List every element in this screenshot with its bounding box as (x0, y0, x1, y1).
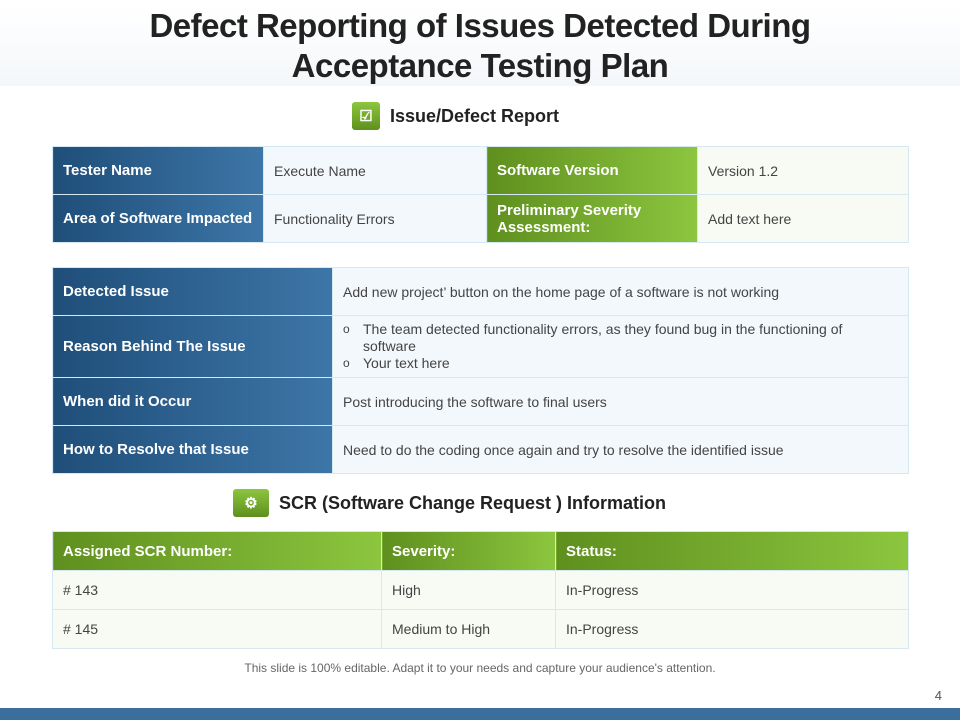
table-row (53, 610, 909, 649)
section-issue-report (352, 102, 559, 130)
cell-value: Add new project’ button on the home page of a software is not working (333, 268, 909, 316)
page-title: Defect Reporting of Issues Detected During Acceptance Testing Plan (0, 6, 960, 86)
cell-value (333, 316, 909, 378)
gear-window-icon: ⚙ (233, 489, 269, 517)
cell-value: Execute Name (264, 147, 487, 195)
list-item: o Your text here (343, 355, 898, 372)
table-row (53, 571, 909, 610)
header-cell: Severity: (382, 532, 556, 571)
issue-table (52, 267, 909, 474)
header-cell: Status: (556, 532, 909, 571)
cell-label: How to Resolve that Issue (53, 426, 333, 474)
cell-label: Area of Software Impacted (53, 195, 264, 243)
cell-label: Detected Issue (53, 268, 333, 316)
cell: High (382, 571, 556, 610)
cell: # 143 (53, 571, 382, 610)
table-row (53, 268, 909, 316)
scr-table (52, 531, 909, 649)
page-number: 4 (934, 688, 942, 703)
cell-label: Software Version (487, 147, 698, 195)
table-row (53, 195, 909, 243)
section-title: SCR (Software Change Request ) Information (279, 492, 667, 513)
cell-value: Functionality Errors (264, 195, 487, 243)
cell-label: Reason Behind The Issue (53, 316, 333, 378)
cell-label: When did it Occur (53, 378, 333, 426)
cell: In-Progress (556, 571, 909, 610)
table-row (53, 426, 909, 474)
table-row (53, 316, 909, 378)
list-item: o The team detected functionality errors, as they found bug in the functioning of software (343, 321, 898, 355)
table-row (53, 378, 909, 426)
section-scr (233, 489, 666, 517)
tester-info-table (52, 146, 909, 243)
cell-value: Post introducing the software to final users (333, 378, 909, 426)
cell: Medium to High (382, 610, 556, 649)
table-row (53, 147, 909, 195)
cell-label: Tester Name (53, 147, 264, 195)
cell-label: Preliminary Severity Assessment: (487, 195, 698, 243)
cell: In-Progress (556, 610, 909, 649)
table-header (53, 532, 909, 571)
bottom-bar (0, 708, 960, 720)
cell: # 145 (53, 610, 382, 649)
section-title: Issue/Defect Report (390, 105, 560, 126)
footer-note: This slide is 100% editable. Adapt it to your needs and capture your audience's attention. (244, 661, 716, 675)
cell-value: Need to do the coding once again and try to resolve the identified issue (333, 426, 909, 474)
cell-value: Version 1.2 (698, 147, 909, 195)
header-cell: Assigned SCR Number: (53, 532, 382, 571)
cell-value: Add text here (698, 195, 909, 243)
checklist-bug-icon: ☑ (352, 102, 380, 130)
